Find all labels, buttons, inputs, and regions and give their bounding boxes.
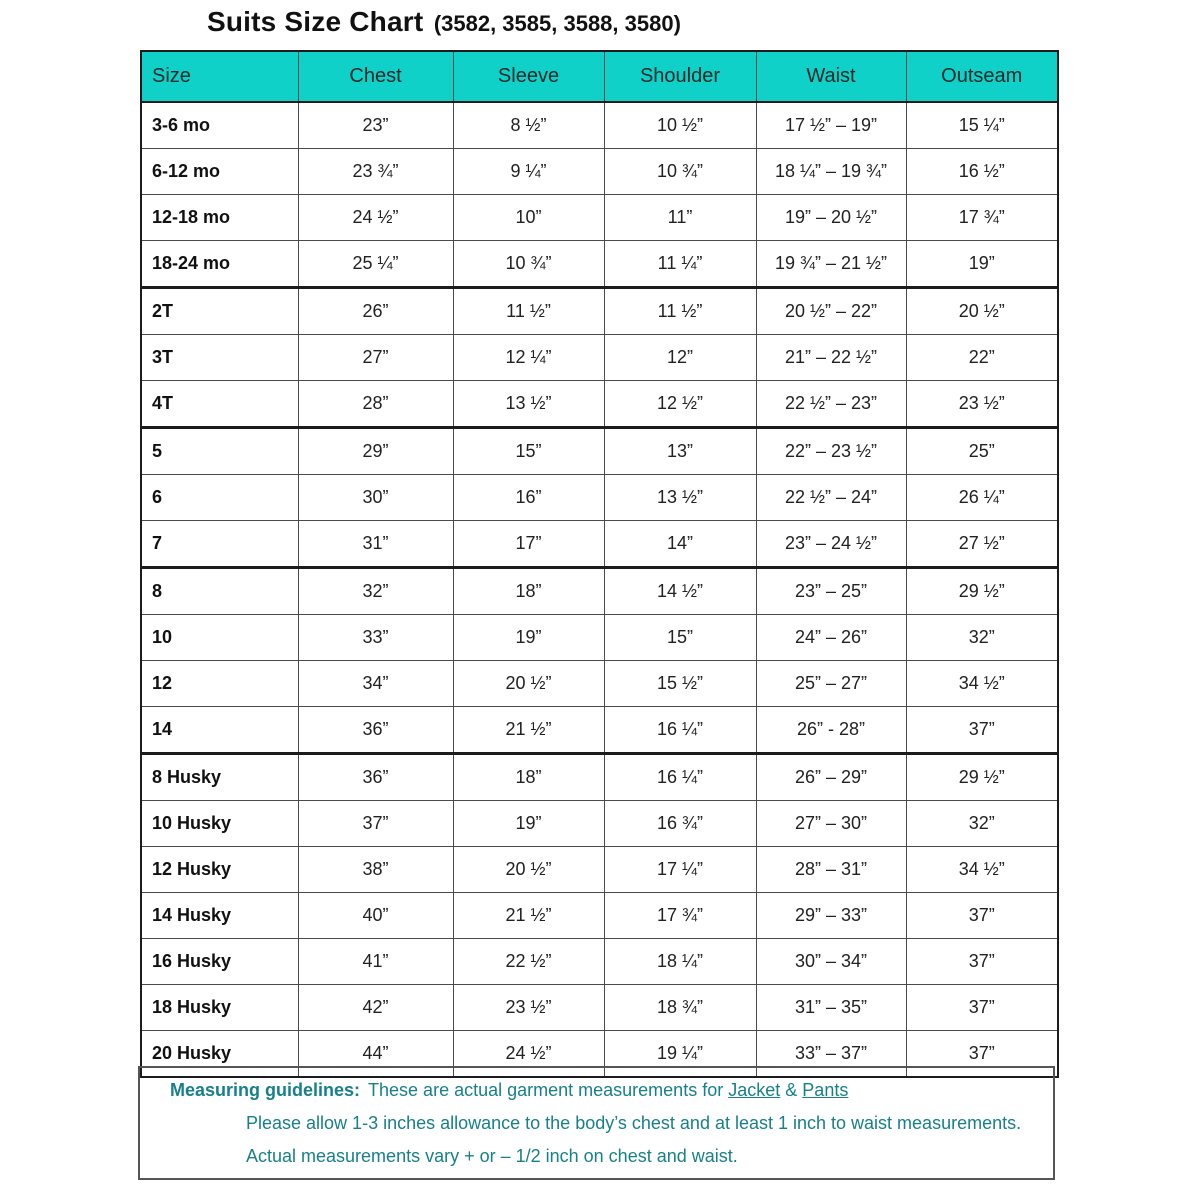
- chest-cell: 41”: [298, 939, 453, 985]
- sleeve-cell: 12 ¼”: [453, 335, 604, 381]
- chest-cell: 28”: [298, 381, 453, 428]
- shoulder-cell: 14”: [604, 521, 756, 568]
- size-cell: 18 Husky: [141, 985, 298, 1031]
- shoulder-cell: 17 ¼”: [604, 847, 756, 893]
- outseam-cell: 37”: [906, 985, 1058, 1031]
- waist-cell: 20 ½” – 22”: [756, 288, 906, 335]
- sleeve-cell: 23 ½”: [453, 985, 604, 1031]
- chest-cell: 36”: [298, 754, 453, 801]
- shoulder-cell: 16 ¼”: [604, 707, 756, 754]
- guidelines-line-3: Actual measurements vary + or – 1/2 inch on chest and waist.: [246, 1146, 738, 1166]
- header-cell-outseam: Outseam: [906, 51, 1058, 102]
- header-row: [141, 51, 1058, 102]
- shoulder-cell: 18 ¾”: [604, 985, 756, 1031]
- size-cell: 8 Husky: [141, 754, 298, 801]
- table-row: [141, 241, 1058, 288]
- waist-cell: 22 ½” – 24”: [756, 475, 906, 521]
- sleeve-cell: 15”: [453, 428, 604, 475]
- chest-cell: 42”: [298, 985, 453, 1031]
- size-cell: 10 Husky: [141, 801, 298, 847]
- table-row: [141, 335, 1058, 381]
- sleeve-cell: 10 ¾”: [453, 241, 604, 288]
- outseam-cell: 29 ½”: [906, 568, 1058, 615]
- size-chart-table: [140, 50, 1059, 1078]
- page-title-main: Suits Size Chart: [207, 6, 424, 37]
- shoulder-cell: 17 ¾”: [604, 893, 756, 939]
- waist-cell: 29” – 33”: [756, 893, 906, 939]
- size-cell: 2T: [141, 288, 298, 335]
- table-row: [141, 939, 1058, 985]
- table-row: [141, 288, 1058, 335]
- outseam-cell: 20 ½”: [906, 288, 1058, 335]
- sleeve-cell: 16”: [453, 475, 604, 521]
- table-row: [141, 475, 1058, 521]
- waist-cell: 22 ½” – 23”: [756, 381, 906, 428]
- shoulder-cell: 13”: [604, 428, 756, 475]
- waist-cell: 24” – 26”: [756, 615, 906, 661]
- chest-cell: 37”: [298, 801, 453, 847]
- outseam-cell: 37”: [906, 893, 1058, 939]
- chest-cell: 38”: [298, 847, 453, 893]
- chest-cell: 40”: [298, 893, 453, 939]
- jacket-link[interactable]: Jacket: [728, 1080, 781, 1100]
- waist-cell: 18 ¼” – 19 ¾”: [756, 149, 906, 195]
- shoulder-cell: 13 ½”: [604, 475, 756, 521]
- size-cell: 10: [141, 615, 298, 661]
- outseam-cell: 15 ¼”: [906, 102, 1058, 149]
- size-cell: 12-18 mo: [141, 195, 298, 241]
- table-body: [141, 102, 1058, 1077]
- shoulder-cell: 14 ½”: [604, 568, 756, 615]
- sleeve-cell: 24 ½”: [453, 1031, 604, 1078]
- table-row: [141, 661, 1058, 707]
- sleeve-cell: 20 ½”: [453, 661, 604, 707]
- outseam-cell: 34 ½”: [906, 661, 1058, 707]
- chest-cell: 24 ½”: [298, 195, 453, 241]
- outseam-cell: 19”: [906, 241, 1058, 288]
- shoulder-cell: 15”: [604, 615, 756, 661]
- chest-cell: 25 ¼”: [298, 241, 453, 288]
- sleeve-cell: 17”: [453, 521, 604, 568]
- size-cell: 6: [141, 475, 298, 521]
- table-row: [141, 985, 1058, 1031]
- outseam-cell: 17 ¾”: [906, 195, 1058, 241]
- chest-cell: 31”: [298, 521, 453, 568]
- waist-cell: 23” – 25”: [756, 568, 906, 615]
- table-row: [141, 195, 1058, 241]
- table-row: [141, 615, 1058, 661]
- chest-cell: 27”: [298, 335, 453, 381]
- header-cell-shoulder: Shoulder: [604, 51, 756, 102]
- waist-cell: 23” – 24 ½”: [756, 521, 906, 568]
- outseam-cell: 16 ½”: [906, 149, 1058, 195]
- sleeve-cell: 21 ½”: [453, 707, 604, 754]
- sleeve-cell: 19”: [453, 615, 604, 661]
- size-cell: 18-24 mo: [141, 241, 298, 288]
- waist-cell: 17 ½” – 19”: [756, 102, 906, 149]
- size-cell: 4T: [141, 381, 298, 428]
- table-row: [141, 893, 1058, 939]
- table-row: [141, 754, 1058, 801]
- size-cell: 6-12 mo: [141, 149, 298, 195]
- size-cell: 3-6 mo: [141, 102, 298, 149]
- chest-cell: 34”: [298, 661, 453, 707]
- waist-cell: 21” – 22 ½”: [756, 335, 906, 381]
- shoulder-cell: 19 ¼”: [604, 1031, 756, 1078]
- chest-cell: 36”: [298, 707, 453, 754]
- outseam-cell: 34 ½”: [906, 847, 1058, 893]
- shoulder-cell: 11 ½”: [604, 288, 756, 335]
- sleeve-cell: 19”: [453, 801, 604, 847]
- guidelines-text: These are actual garment measurements for: [368, 1080, 724, 1100]
- guidelines-line-2: Please allow 1-3 inches allowance to the body’s chest and at least 1 inch to waist measurements.: [246, 1113, 1022, 1133]
- outseam-cell: 25”: [906, 428, 1058, 475]
- shoulder-cell: 15 ½”: [604, 661, 756, 707]
- waist-cell: 25” – 27”: [756, 661, 906, 707]
- chest-cell: 29”: [298, 428, 453, 475]
- table-row: [141, 568, 1058, 615]
- chest-cell: 44”: [298, 1031, 453, 1078]
- outseam-cell: 27 ½”: [906, 521, 1058, 568]
- waist-cell: 33” – 37”: [756, 1031, 906, 1078]
- outseam-cell: 22”: [906, 335, 1058, 381]
- outseam-cell: 26 ¼”: [906, 475, 1058, 521]
- sleeve-cell: 8 ½”: [453, 102, 604, 149]
- waist-cell: 19” – 20 ½”: [756, 195, 906, 241]
- shoulder-cell: 18 ¼”: [604, 939, 756, 985]
- waist-cell: 28” – 31”: [756, 847, 906, 893]
- outseam-cell: 37”: [906, 707, 1058, 754]
- measuring-guidelines-box: [138, 1066, 1055, 1180]
- table-row: [141, 149, 1058, 195]
- header-cell-waist: Waist: [756, 51, 906, 102]
- outseam-cell: 37”: [906, 1031, 1058, 1078]
- sleeve-cell: 11 ½”: [453, 288, 604, 335]
- sleeve-cell: 18”: [453, 568, 604, 615]
- outseam-cell: 32”: [906, 801, 1058, 847]
- shoulder-cell: 11 ¼”: [604, 241, 756, 288]
- shoulder-cell: 16 ¾”: [604, 801, 756, 847]
- size-cell: 16 Husky: [141, 939, 298, 985]
- table-row: [141, 102, 1058, 149]
- chest-cell: 26”: [298, 288, 453, 335]
- ampersand-text: &: [785, 1080, 798, 1100]
- sleeve-cell: 20 ½”: [453, 847, 604, 893]
- shoulder-cell: 10 ½”: [604, 102, 756, 149]
- sleeve-cell: 10”: [453, 195, 604, 241]
- guidelines-label: Measuring guidelines:: [170, 1080, 361, 1100]
- sleeve-cell: 22 ½”: [453, 939, 604, 985]
- size-cell: 14 Husky: [141, 893, 298, 939]
- sleeve-cell: 9 ¼”: [453, 149, 604, 195]
- waist-cell: 30” – 34”: [756, 939, 906, 985]
- outseam-cell: 32”: [906, 615, 1058, 661]
- size-cell: 5: [141, 428, 298, 475]
- size-cell: 14: [141, 707, 298, 754]
- waist-cell: 22” – 23 ½”: [756, 428, 906, 475]
- waist-cell: 27” – 30”: [756, 801, 906, 847]
- table-row: [141, 428, 1058, 475]
- waist-cell: 31” – 35”: [756, 985, 906, 1031]
- size-cell: 12: [141, 661, 298, 707]
- table-row: [141, 801, 1058, 847]
- outseam-cell: 23 ½”: [906, 381, 1058, 428]
- chest-cell: 33”: [298, 615, 453, 661]
- header-cell-sleeve: Sleeve: [453, 51, 604, 102]
- table-row: [141, 707, 1058, 754]
- shoulder-cell: 12 ½”: [604, 381, 756, 428]
- sleeve-cell: 18”: [453, 754, 604, 801]
- header-cell-chest: Chest: [298, 51, 453, 102]
- header-cell-size: Size: [141, 51, 298, 102]
- size-cell: 12 Husky: [141, 847, 298, 893]
- table-row: [141, 847, 1058, 893]
- chest-cell: 23”: [298, 102, 453, 149]
- shoulder-cell: 12”: [604, 335, 756, 381]
- pants-link[interactable]: Pants: [802, 1080, 849, 1100]
- outseam-cell: 29 ½”: [906, 754, 1058, 801]
- page-title-codes: (3582, 3585, 3588, 3580): [433, 11, 681, 36]
- outseam-cell: 37”: [906, 939, 1058, 985]
- waist-cell: 26” – 29”: [756, 754, 906, 801]
- sleeve-cell: 21 ½”: [453, 893, 604, 939]
- sleeve-cell: 13 ½”: [453, 381, 604, 428]
- chest-cell: 30”: [298, 475, 453, 521]
- table-row: [141, 521, 1058, 568]
- waist-cell: 26” - 28”: [756, 707, 906, 754]
- waist-cell: 19 ¾” – 21 ½”: [756, 241, 906, 288]
- chest-cell: 23 ¾”: [298, 149, 453, 195]
- size-cell: 20 Husky: [141, 1031, 298, 1078]
- size-cell: 3T: [141, 335, 298, 381]
- size-cell: 8: [141, 568, 298, 615]
- size-cell: 7: [141, 521, 298, 568]
- shoulder-cell: 10 ¾”: [604, 149, 756, 195]
- shoulder-cell: 11”: [604, 195, 756, 241]
- shoulder-cell: 16 ¼”: [604, 754, 756, 801]
- chest-cell: 32”: [298, 568, 453, 615]
- table-row: [141, 381, 1058, 428]
- page-title: [207, 6, 681, 38]
- guidelines-line-1: [170, 1080, 1053, 1101]
